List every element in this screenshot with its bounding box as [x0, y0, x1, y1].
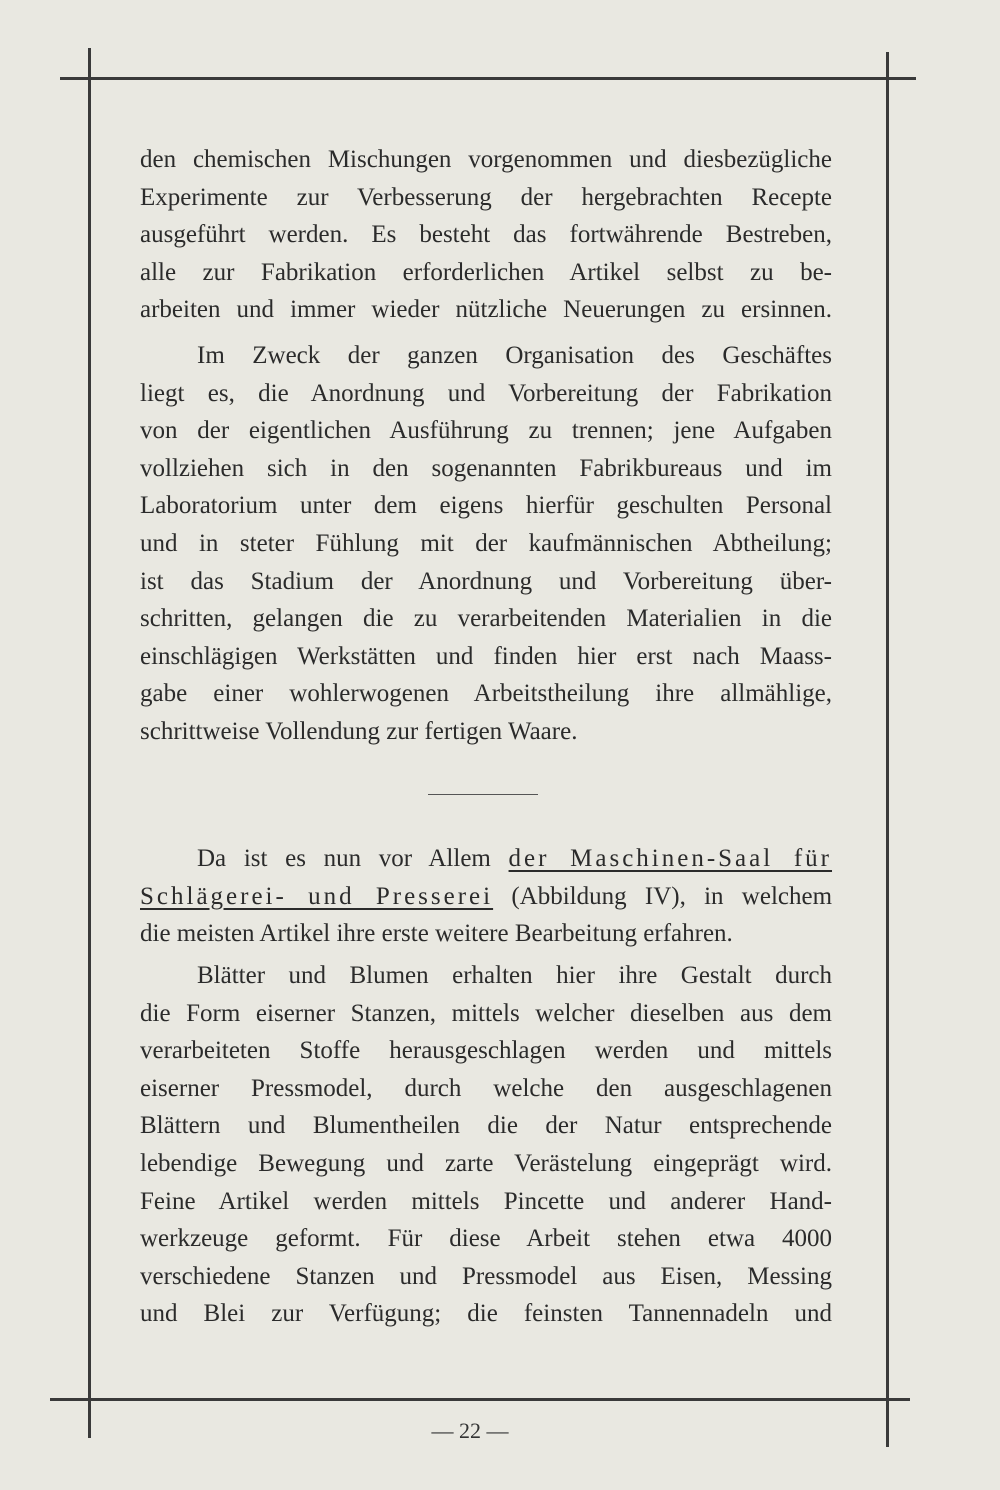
text-line: einschlägigen Werkstätten und finden hier erst nach Maass-	[140, 642, 832, 670]
paragraph-4	[140, 957, 832, 1333]
frame-right-rule	[886, 52, 889, 1447]
section-heading-spaced: Schlägerei- und Presserei	[140, 882, 494, 910]
text-line: gabe einer wohlerwogenen Arbeitstheilung ihre allmählige,	[140, 680, 832, 708]
text-line: schrittweise Vollendung zur fertigen Waare.	[140, 717, 578, 745]
text-line: Experimente zur Verbesserung der hergebrachten Recepte	[140, 183, 832, 211]
text-line: eiserner Pressmodel, durch welche den ausgeschlagenen	[140, 1074, 832, 1102]
text-line: ausgeführt werden. Es besteht das fortwährende Bestreben,	[140, 221, 832, 249]
text-fragment: Da ist es nun vor Allem	[197, 845, 491, 872]
text-line: Laboratorium unter dem eigens hierfür geschulten Personal	[140, 492, 832, 520]
text-line: ist das Stadium der Anordnung und Vorbereitung über-	[140, 567, 832, 595]
page-number: — 22 —	[431, 1418, 509, 1443]
text-fragment: (Abbildung IV), in welchem	[511, 882, 833, 910]
frame-bottom-rule	[50, 1398, 910, 1401]
text-line	[140, 878, 832, 916]
text-line: und Blei zur Verfügung; die feinsten Tannennadeln und	[140, 1300, 832, 1328]
text-line: Im Zweck der ganzen Organisation des Geschäftes	[197, 342, 832, 369]
text-line: Blättern und Blumentheilen die der Natur entsprechende	[140, 1112, 832, 1140]
text-line: lebendige Bewegung und zarte Verästelung eingeprägt wird.	[140, 1149, 832, 1177]
text-line: arbeiten und immer wieder nützliche Neuerungen zu ersinnen.	[140, 296, 832, 324]
text-line: und in steter Fühlung mit der kaufmännischen Abtheilung;	[140, 529, 832, 557]
text-line	[140, 840, 832, 878]
text-line: die meisten Artikel ihre erste weitere Bearbeitung erfahren.	[140, 920, 733, 948]
text-line: liegt es, die Anordnung und Vorbereitung der Fabrikation	[140, 379, 832, 407]
text-line: von der eigentlichen Ausführung zu trennen; jene Aufgaben	[140, 417, 832, 445]
text-line: Feine Artikel werden mittels Pincette und anderer Hand-	[140, 1187, 832, 1215]
section-separator	[428, 794, 538, 795]
text-line: werkzeuge geformt. Für diese Arbeit stehen etwa 4000	[140, 1225, 832, 1253]
text-line: vollziehen sich in den sogenannten Fabrikbureaus und im	[140, 454, 832, 482]
paragraph-2	[140, 337, 832, 751]
text-line: schritten, gelangen die zu verarbeitenden Materialien in die	[140, 605, 832, 633]
text-line: verarbeiteten Stoffe herausgeschlagen werden und mittels	[140, 1037, 832, 1065]
text-line: den chemischen Mischungen vorgenommen und diesbezügliche	[140, 146, 832, 173]
text-line: verschiedene Stanzen und Pressmodel aus Eisen, Messing	[140, 1262, 832, 1290]
paragraph-3	[140, 840, 832, 953]
text-line: Blätter und Blumen erhalten hier ihre Gestalt durch	[197, 962, 832, 989]
text-line: die Form eiserner Stanzen, mittels welcher dieselben aus dem	[140, 999, 832, 1027]
frame-top-rule	[60, 77, 916, 80]
frame-left-rule	[88, 48, 91, 1438]
section-heading-spaced: der Maschinen-Saal für	[508, 845, 833, 872]
paragraph-1	[140, 141, 832, 329]
text-line: alle zur Fabrikation erforderlichen Artikel selbst zu be-	[140, 258, 832, 286]
